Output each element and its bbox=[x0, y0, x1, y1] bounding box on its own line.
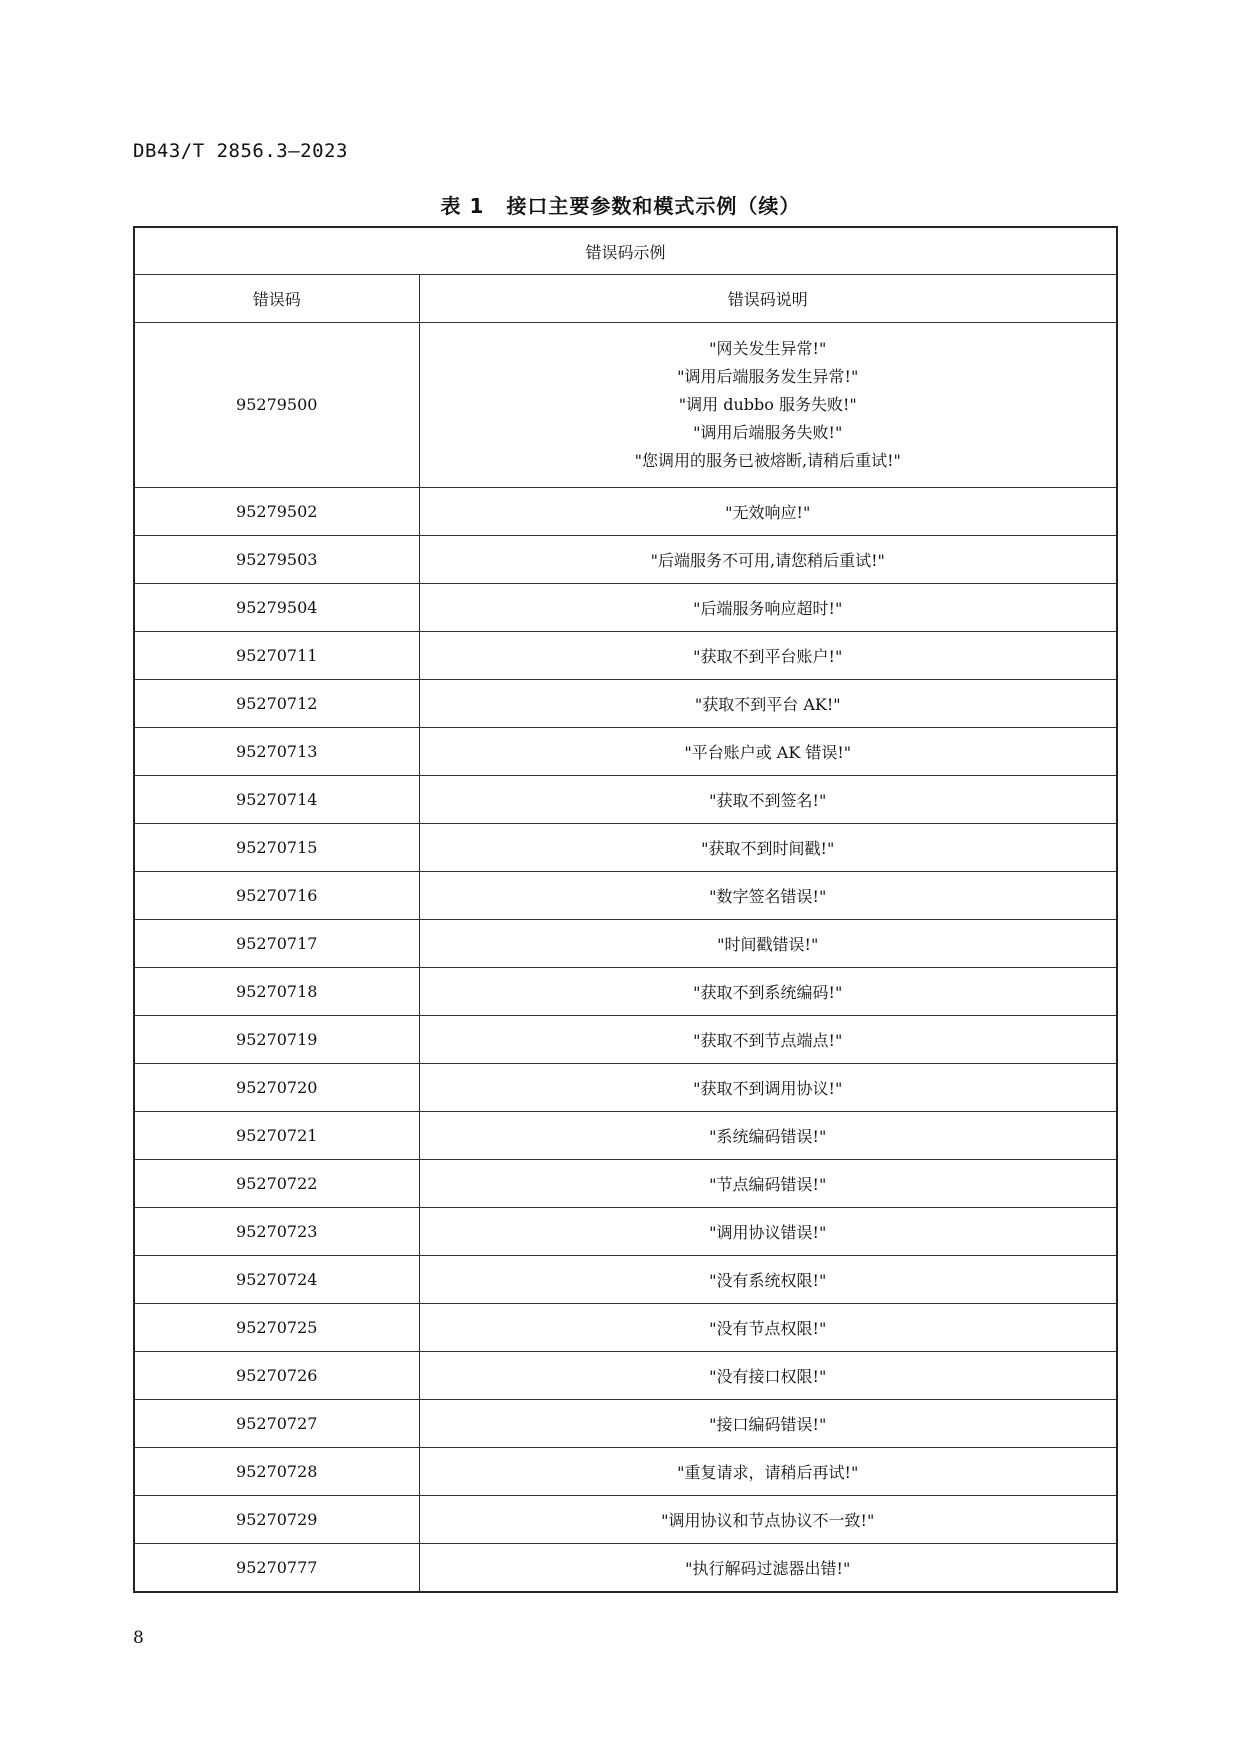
error-code-cell: 95279504 bbox=[134, 584, 419, 632]
error-code-cell: 95270721 bbox=[134, 1112, 419, 1160]
error-description-cell: "无效响应!" bbox=[419, 488, 1117, 536]
error-description-cell: "重复请求，请稍后再试!" bbox=[419, 1448, 1117, 1496]
error-code-cell: 95279502 bbox=[134, 488, 419, 536]
description-line: "调用后端服务失败!" bbox=[693, 423, 843, 442]
error-code-cell: 95270712 bbox=[134, 680, 419, 728]
table-row bbox=[134, 1400, 1117, 1448]
error-code-cell: 95270777 bbox=[134, 1544, 419, 1593]
table-row bbox=[134, 1496, 1117, 1544]
table-row bbox=[134, 488, 1117, 536]
table-row bbox=[134, 1016, 1117, 1064]
table-row bbox=[134, 920, 1117, 968]
column-header-description: 错误码说明 bbox=[419, 275, 1117, 323]
error-code-cell: 95270713 bbox=[134, 728, 419, 776]
table-row bbox=[134, 1352, 1117, 1400]
table-row bbox=[134, 776, 1117, 824]
table-row bbox=[134, 1112, 1117, 1160]
error-description-cell: "数字签名错误!" bbox=[419, 872, 1117, 920]
error-description-cell: "调用协议错误!" bbox=[419, 1208, 1117, 1256]
error-description-cell: "获取不到节点端点!" bbox=[419, 1016, 1117, 1064]
error-description-cell: "后端服务响应超时!" bbox=[419, 584, 1117, 632]
error-code-cell: 95279500 bbox=[134, 323, 419, 488]
error-description-cell: "时间戳错误!" bbox=[419, 920, 1117, 968]
error-code-cell: 95270720 bbox=[134, 1064, 419, 1112]
table-row bbox=[134, 1160, 1117, 1208]
column-header-row bbox=[134, 275, 1117, 323]
error-code-cell: 95270728 bbox=[134, 1448, 419, 1496]
error-description-cell: "获取不到调用协议!" bbox=[419, 1064, 1117, 1112]
table-row bbox=[134, 680, 1117, 728]
error-description-cell: "没有节点权限!" bbox=[419, 1304, 1117, 1352]
page-number: 8 bbox=[133, 1628, 144, 1648]
error-code-cell: 95270722 bbox=[134, 1160, 419, 1208]
section-title: 错误码示例 bbox=[134, 227, 1117, 275]
table-row bbox=[134, 968, 1117, 1016]
table-title bbox=[0, 190, 1241, 219]
section-header-row bbox=[134, 227, 1117, 275]
error-code-cell: 95270711 bbox=[134, 632, 419, 680]
document-id: DB43/T 2856.3—2023 bbox=[133, 140, 348, 162]
error-description-cell: "获取不到系统编码!" bbox=[419, 968, 1117, 1016]
table-row bbox=[134, 872, 1117, 920]
table-row bbox=[134, 632, 1117, 680]
error-description-cell: "获取不到时间戳!" bbox=[419, 824, 1117, 872]
error-code-cell: 95270724 bbox=[134, 1256, 419, 1304]
table-row bbox=[134, 728, 1117, 776]
error-description-cell: "后端服务不可用,请您稍后重试!" bbox=[419, 536, 1117, 584]
error-code-cell: 95270723 bbox=[134, 1208, 419, 1256]
error-description-cell bbox=[419, 323, 1117, 488]
error-description-cell: "没有接口权限!" bbox=[419, 1352, 1117, 1400]
error-description-cell: "获取不到平台 AK!" bbox=[419, 680, 1117, 728]
error-code-table bbox=[133, 226, 1118, 1593]
error-code-cell: 95270725 bbox=[134, 1304, 419, 1352]
table-row bbox=[134, 323, 1117, 488]
error-code-cell: 95270719 bbox=[134, 1016, 419, 1064]
error-description-cell: "获取不到签名!" bbox=[419, 776, 1117, 824]
error-description-cell: "节点编码错误!" bbox=[419, 1160, 1117, 1208]
error-description-cell: "没有系统权限!" bbox=[419, 1256, 1117, 1304]
error-code-cell: 95270729 bbox=[134, 1496, 419, 1544]
error-code-cell: 95270726 bbox=[134, 1352, 419, 1400]
error-code-cell: 95270714 bbox=[134, 776, 419, 824]
description-line: "网关发生异常!" bbox=[709, 339, 827, 358]
error-description-cell: "获取不到平台账户!" bbox=[419, 632, 1117, 680]
error-code-cell: 95270727 bbox=[134, 1400, 419, 1448]
description-line: "您调用的服务已被熔断,请稍后重试!" bbox=[634, 451, 901, 470]
table-title-text: 接口主要参数和模式示例（续） bbox=[506, 194, 801, 218]
column-header-code: 错误码 bbox=[134, 275, 419, 323]
error-description-cell: "接口编码错误!" bbox=[419, 1400, 1117, 1448]
table-row bbox=[134, 1304, 1117, 1352]
description-line: "调用后端服务发生异常!" bbox=[677, 367, 859, 386]
error-code-cell: 95270718 bbox=[134, 968, 419, 1016]
table-row bbox=[134, 1208, 1117, 1256]
table-row bbox=[134, 1256, 1117, 1304]
table-title-label: 表 1 bbox=[440, 194, 485, 218]
table-row bbox=[134, 1064, 1117, 1112]
error-code-cell: 95270715 bbox=[134, 824, 419, 872]
table-body bbox=[134, 323, 1117, 1593]
table-row bbox=[134, 1448, 1117, 1496]
description-line: "调用 dubbo 服务失败!" bbox=[678, 395, 857, 414]
table-row bbox=[134, 536, 1117, 584]
error-code-cell: 95270716 bbox=[134, 872, 419, 920]
error-description-cell: "平台账户或 AK 错误!" bbox=[419, 728, 1117, 776]
error-description-cell: "系统编码错误!" bbox=[419, 1112, 1117, 1160]
error-description-cell: "调用协议和节点协议不一致!" bbox=[419, 1496, 1117, 1544]
table-row bbox=[134, 824, 1117, 872]
error-code-cell: 95270717 bbox=[134, 920, 419, 968]
table-row bbox=[134, 584, 1117, 632]
error-description-cell: "执行解码过滤器出错!" bbox=[419, 1544, 1117, 1593]
table-row bbox=[134, 1544, 1117, 1593]
error-code-cell: 95279503 bbox=[134, 536, 419, 584]
